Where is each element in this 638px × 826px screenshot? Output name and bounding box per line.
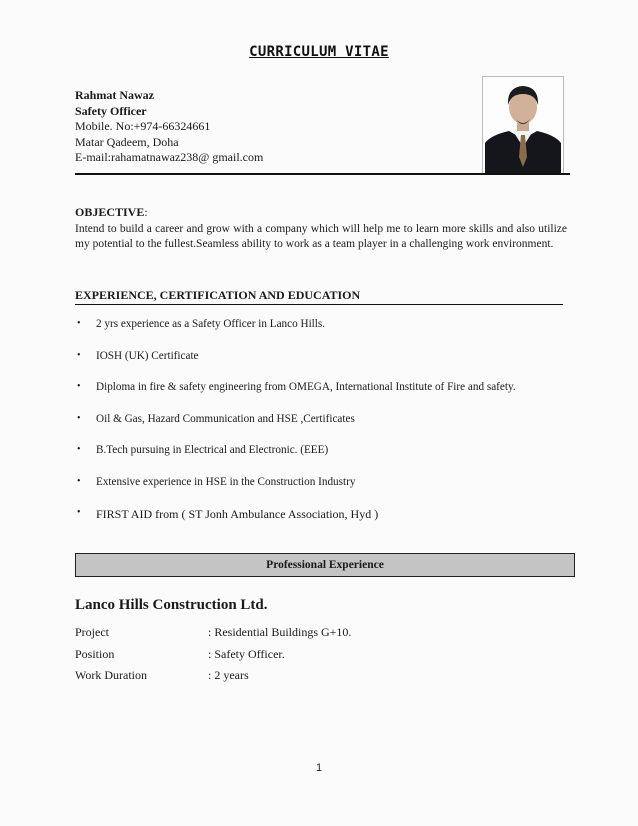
bullet-icon: • [77, 444, 81, 455]
bullet-icon: • [77, 318, 81, 329]
list-item [75, 318, 565, 350]
bullet-icon: • [77, 381, 81, 392]
candidate-name: Rahmat Nawaz [75, 88, 154, 102]
objective-text: Intend to build a career and grow with a company which will help me to learn more skills and also utilize my potential to the fullest.Seamless ability to work as a team player in a challenging work environment. [75, 222, 567, 250]
detail-value: : Residential Buildings G+10. [208, 625, 352, 640]
list-item-text: Diploma in fire & safety engineering from OMEGA, International Institute of Fire and safety. [96, 381, 516, 393]
list-item [75, 476, 565, 508]
detail-row-position [75, 644, 351, 666]
job-details [75, 622, 351, 687]
list-item-text: IOSH (UK) Certificate [96, 349, 199, 362]
candidate-role: Safety Officer [75, 103, 147, 118]
list-item [75, 381, 565, 413]
person-photo-icon [483, 77, 563, 173]
bullet-icon: • [77, 349, 81, 361]
objective-section [75, 205, 567, 253]
list-item-text: 2 yrs experience as a Safety Officer in Lanco Hills. [96, 318, 326, 330]
detail-label: Work Duration [75, 668, 148, 683]
list-item [75, 507, 565, 539]
detail-row-project [75, 622, 351, 644]
bullet-icon: • [77, 475, 81, 487]
objective-heading: OBJECTIVE [75, 205, 145, 219]
company-name: Lanco Hills Construction Ltd. [75, 597, 268, 613]
detail-value: : Safety Officer. [208, 646, 285, 661]
mobile-number: Mobile. No:+974-66324661 [75, 119, 211, 133]
list-item-text: Oil & Gas, Hazard Communication and HSE ,Certificates [96, 412, 355, 425]
cv-title: CURRICULUM VITAE [249, 44, 389, 60]
list-item [75, 413, 565, 445]
detail-row-duration [75, 665, 351, 687]
list-item [75, 444, 565, 476]
list-item-text: Extensive experience in HSE in the Construction Industry [96, 475, 356, 488]
page-number: 1 [315, 762, 323, 774]
objective-heading-colon: : [144, 207, 148, 219]
detail-label: Position [75, 646, 115, 661]
header-divider [75, 173, 570, 175]
detail-label: Project [75, 625, 109, 640]
list-item-text: FIRST AID from ( ST Jonh Ambulance Association, Hyd ) [96, 507, 379, 521]
contact-block [75, 88, 263, 166]
bullet-icon: • [77, 507, 81, 518]
email: E-mail:rahamatnawaz238@ gmail.com [75, 150, 264, 164]
detail-value: : 2 years [208, 668, 249, 683]
experience-heading: EXPERIENCE, CERTIFICATION AND EDUCATION [75, 288, 563, 305]
professional-experience-banner: Professional Experience [75, 553, 575, 577]
profile-photo [482, 76, 564, 174]
list-item-text: B.Tech pursuing in Electrical and Electronic. (EEE) [96, 444, 329, 456]
address: Matar Qadeem, Doha [75, 134, 179, 149]
bullet-icon: • [77, 412, 81, 424]
list-item [75, 350, 565, 382]
experience-list [75, 318, 565, 539]
